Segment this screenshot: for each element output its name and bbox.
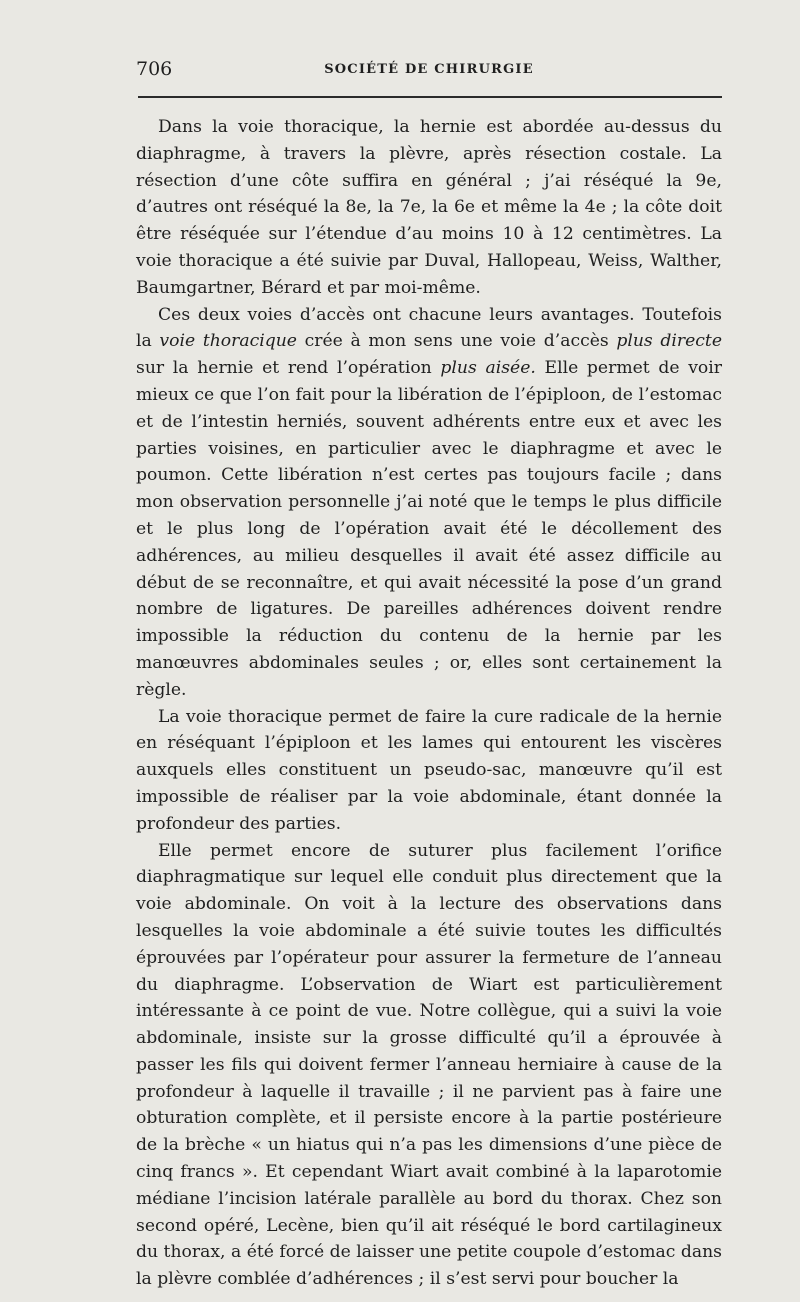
body-text bbox=[136, 114, 722, 1293]
text-segment: Ces deux voies d’accès ont chacune leurs avantages. Toutefois la bbox=[136, 304, 722, 352]
paragraph bbox=[136, 114, 722, 302]
running-title: SOCIÉTÉ DE CHIRURGIE bbox=[324, 62, 534, 77]
text-segment: Dans la voie thoracique, la hernie est abordée au-dessus du diaphragme, à travers la plèvre, après résection costale. La résection d’une côte suffira en général ; j’ai réséqué la 9e, d’autres ont réséqué la 8e, la 7e, la 6e et même la 4e ; la côte doit être réséquée sur l’étendue d’au moins 10 à 12 centimètres. La voie thoracique a été suivie par Duval, Hallopeau, Weiss, Walther, Baumgartner, Bérard et par moi-même. bbox=[136, 117, 722, 298]
text-segment: Elle permet encore de suturer plus facilement l’orifice diaphragmatique sur lequel elle conduit plus directement que la voie abdominale. On voit à la lecture des observations dans lesquelles la voie abdominale a été suivie toutes les difficultés éprouvées par l’opérateur pour assurer la fermeture de l’anneau du diaphragme. L’observation de Wiart est particulièrement intéressante à ce point de vue. Notre collègue, qui a suivi la voie abdominale, insiste sur la grosse difficulté qu’il a éprouvée à passer les fils qui doivent fermer l’anneau herniaire à cause de la profondeur à laquelle il travaille ; il ne parvient pas à faire une obturation complète, et il persiste encore à la partie postérieure de la brèche « un hiatus qui n’a pas les dimensions d’une pièce de cinq francs ». Et cependant Wiart avait combiné à la laparotomie médiane l’incision latérale parallèle au bord du thorax. Chez son second opéré, Lecène, bien qu’il ait réséqué le bord cartilagineux du thorax, a été forcé de laisser une petite coupole d’estomac dans la plèvre comblée d’adhérences ; il s’est servi pour boucher la bbox=[136, 840, 722, 1290]
italic-segment: voie thoracique bbox=[159, 331, 297, 352]
text-segment: La voie thoracique permet de faire la cure radicale de la hernie en réséquant l’épiploon et les lames qui entourent les viscères auxquels elles constituent un pseudo-sac, manœuvre qu’il est impossible de réaliser par la voie abdominale, étant donnée la profondeur des parties. bbox=[136, 706, 722, 834]
italic-segment: plus directe bbox=[616, 331, 723, 352]
text-segment: sur la hernie et rend l’opération bbox=[136, 358, 441, 379]
paragraph bbox=[136, 302, 722, 704]
paragraph bbox=[136, 704, 722, 838]
text-segment: crée à mon sens une voie d’accès bbox=[296, 331, 617, 352]
paragraph bbox=[136, 838, 722, 1294]
text-segment: Elle permet de voir mieux ce que l’on fait pour la libération de l’épiploon, de l’estomac et de l’intestin herniés, souvent adhérents entre eux et avec les parties voisines, en particulier avec le diaphragme et avec le poumon. Cette libération n’est certes pas toujours facile ; dans mon observation personnelle j’ai noté que le temps le plus difficile et le plus long de l’opération avait été le décollement des adhérences, au milieu desquelles il avait été assez difficile au début de se reconnaître, et qui avait nécessité la pose d’un grand nombre de ligatures. De pareilles adhérences doivent rendre impossible la réduction du contenu de la hernie par les manœuvres abdominales seules ; or, elles sont certainement la règle. bbox=[136, 358, 722, 700]
header-rule bbox=[138, 96, 722, 98]
page-number: 706 bbox=[136, 58, 173, 80]
italic-segment: plus aisée. bbox=[440, 358, 536, 379]
page-header bbox=[136, 58, 722, 86]
